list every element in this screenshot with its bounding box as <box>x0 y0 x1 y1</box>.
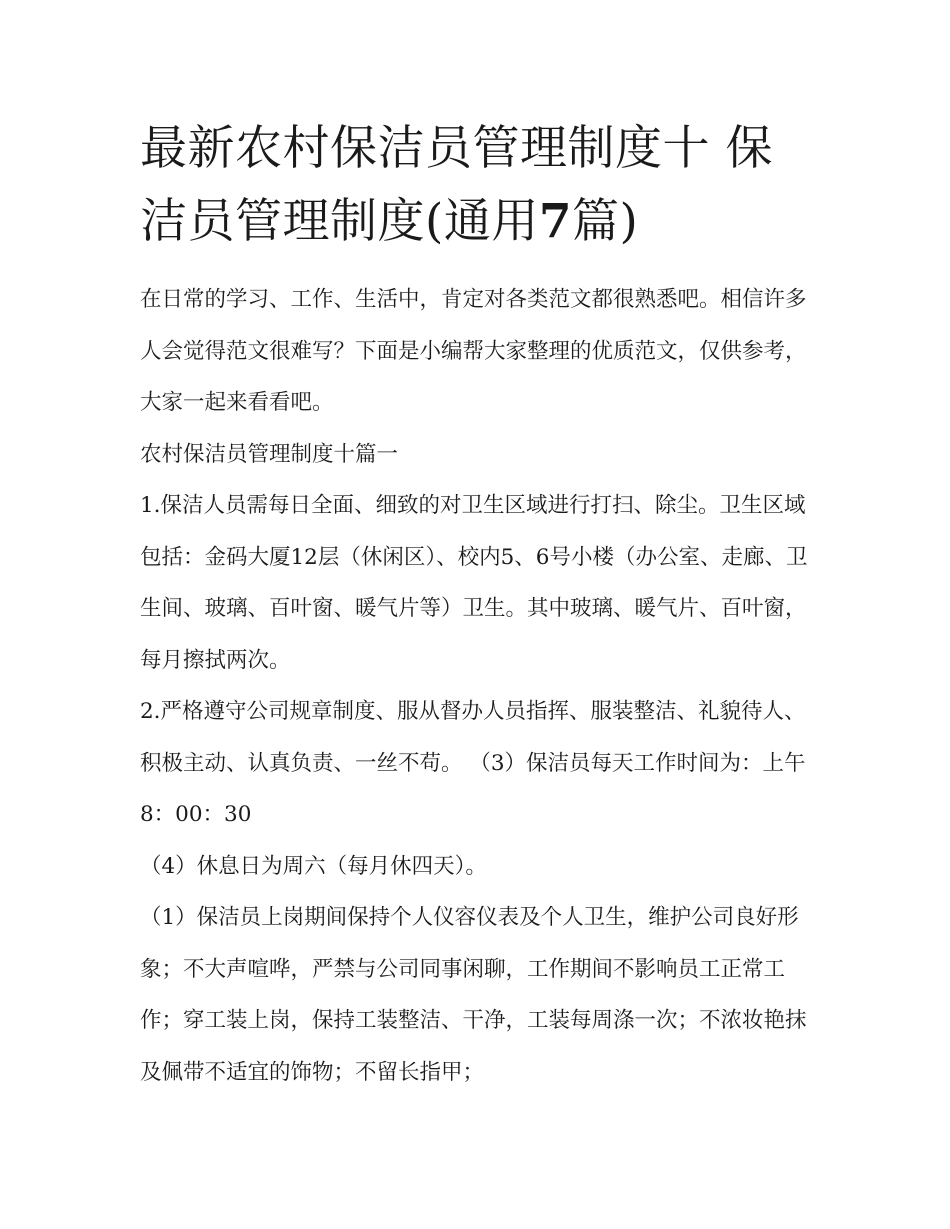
document-title <box>140 112 820 258</box>
section-heading: 农村保洁员管理制度十篇一 <box>140 441 399 467</box>
list-item-appearance: （1）保洁员上岗期间保持个人仪容仪表及个人卫生，维护公司良好形象；不大声喧哗，严禁与公司同事闲聊，工作期间不影响员工正常工作；穿工装上岗，保持工装整洁、干净，工装每周涤一次；不浓妆艳抹及佩带不适宜的饰物；不留长指甲； <box>140 905 807 1085</box>
document-page <box>140 112 820 1098</box>
list-item-rest-day: （4）休息日为周六（每月休四天）。 <box>140 853 487 879</box>
title-text: 最新农村保洁员管理制度十 保洁员管理制度(通用 <box>140 121 773 249</box>
title-text-end: 篇) <box>572 194 639 249</box>
list-item-1: 1.保洁人员需每日全面、细致的对卫生区域进行打扫、除尘。卫生区域包括：金码大厦12层（休闲区）、校内5、6号小楼（办公室、走廊、卫生间、玻璃、百叶窗、暖气片等）卫生。其中玻璃、暖气片、百叶窗，每月擦拭两次。 <box>140 493 808 673</box>
title-number: 7 <box>538 194 573 249</box>
intro-paragraph: 在日常的学习、工作、生活中，肯定对各类范文都很熟悉吧。相信许多人会觉得范文很难写？下面是小编帮大家整理的优质范文，仅供参考，大家一起来看看吧。 <box>140 287 807 415</box>
list-item-2: 2.严格遵守公司规章制度、服从督办人员指挥、服装整洁、礼貌待人、积极主动、认真负责、一丝不苟。 （3）保洁员每天工作时间为：上午8：00：30 <box>140 699 806 827</box>
document-body <box>140 274 820 1098</box>
